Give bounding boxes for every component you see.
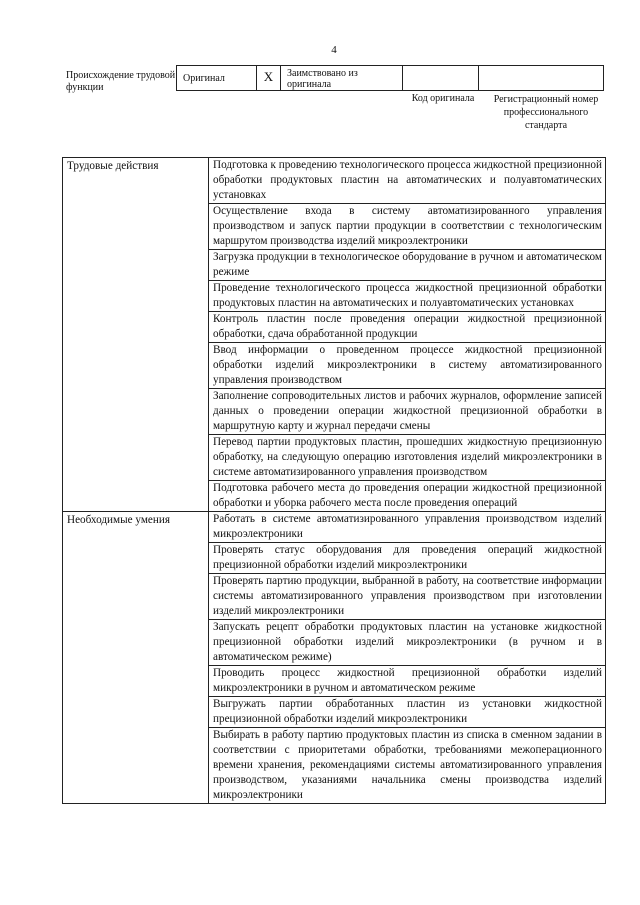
section-item: Проведение технологического процесса жидкостной прецизионной обработки продуктовых пластин на автоматических и полуавтоматических установках [209,281,606,312]
original-cell: Оригинал [177,66,257,90]
section-item: Выбирать в работу партию продуктовых пластин из списка в сменном задании в соответствии с приоритетами обработки, требованиями межоперационного времени хранения, рекомендациями системы автоматизированного управления производством, указаниями начальника смены производства изделий микроэлектроники [209,728,606,804]
original-mark: X [257,66,281,90]
borrowed-cell: Заимствовано из оригинала [281,66,403,90]
section-item: Проверять статус оборудования для проведения операций жидкостной прецизионной обработки изделий микроэлектроники [209,543,606,574]
section-label: Трудовые действия [63,158,209,512]
section-item: Осуществление входа в систему автоматизированного управления производством и запуск партии продукции в соответствии с технологическим маршрутом производства изделий микроэлектроники [209,204,606,250]
section-label: Необходимые умения [63,512,209,804]
registration-number-caption: Регистрационный номер профессионального стандарта [493,94,599,131]
registration-number-cell [479,66,603,90]
table-row [63,512,606,543]
code-original-cell [403,66,479,90]
section-item: Контроль пластин после проведения операции жидкостной прецизионной обработки, сдача обработанной продукции [209,312,606,343]
section-item: Подготовка к проведению технологического процесса жидкостной прецизионной обработки продуктовых пластин на автоматических и полуавтоматических установках [209,158,606,204]
section-item: Работать в системе автоматизированного управления производством изделий микроэлектроники [209,512,606,543]
section-item: Загрузка продукции в технологическое оборудование в ручном и автоматическом режиме [209,250,606,281]
section-item: Проводить процесс жидкостной прецизионной обработки изделий микроэлектроники в ручном и автоматическом режиме [209,666,606,697]
section-item: Подготовка рабочего места до проведения операции жидкостной прецизионной обработки и уборка рабочего места после проведения операций [209,481,606,512]
section-item: Ввод информации о проведенном процессе жидкостной прецизионной обработки изделий микроэлектроники в систему автоматизированного управления производством [209,343,606,389]
table-body [63,158,606,804]
section-item: Выгружать партии обработанных пластин из установки жидкостной прецизионной обработки изделий микроэлектроники [209,697,606,728]
origin-box [176,65,604,91]
page-number: 4 [331,44,337,56]
code-original-caption: Код оригинала [411,93,475,104]
section-item: Перевод партии продуктовых пластин, прошедших жидкостную прецизионную обработку, на следующую операцию изготовления изделий микроэлектроники в системе автоматизированного управления производством [209,435,606,481]
section-item: Проверять партию продукции, выбранной в работу, на соответствие информации системы автоматизированного управления производством при изготовлении изделий микроэлектроники [209,574,606,620]
section-item: Заполнение сопроводительных листов и рабочих журналов, оформление записей данных о проведении операции жидкостной прецизионной обработки в маршрутную карту и журнал передачи смены [209,389,606,435]
table-row [63,158,606,204]
section-item: Запускать рецепт обработки продуктовых пластин на установке жидкостной прецизионной обработки изделий микроэлектроники (в ручном и в автоматическом режиме) [209,620,606,666]
origin-label: Происхождение трудовой функции [66,70,176,93]
labor-function-table [62,157,606,804]
